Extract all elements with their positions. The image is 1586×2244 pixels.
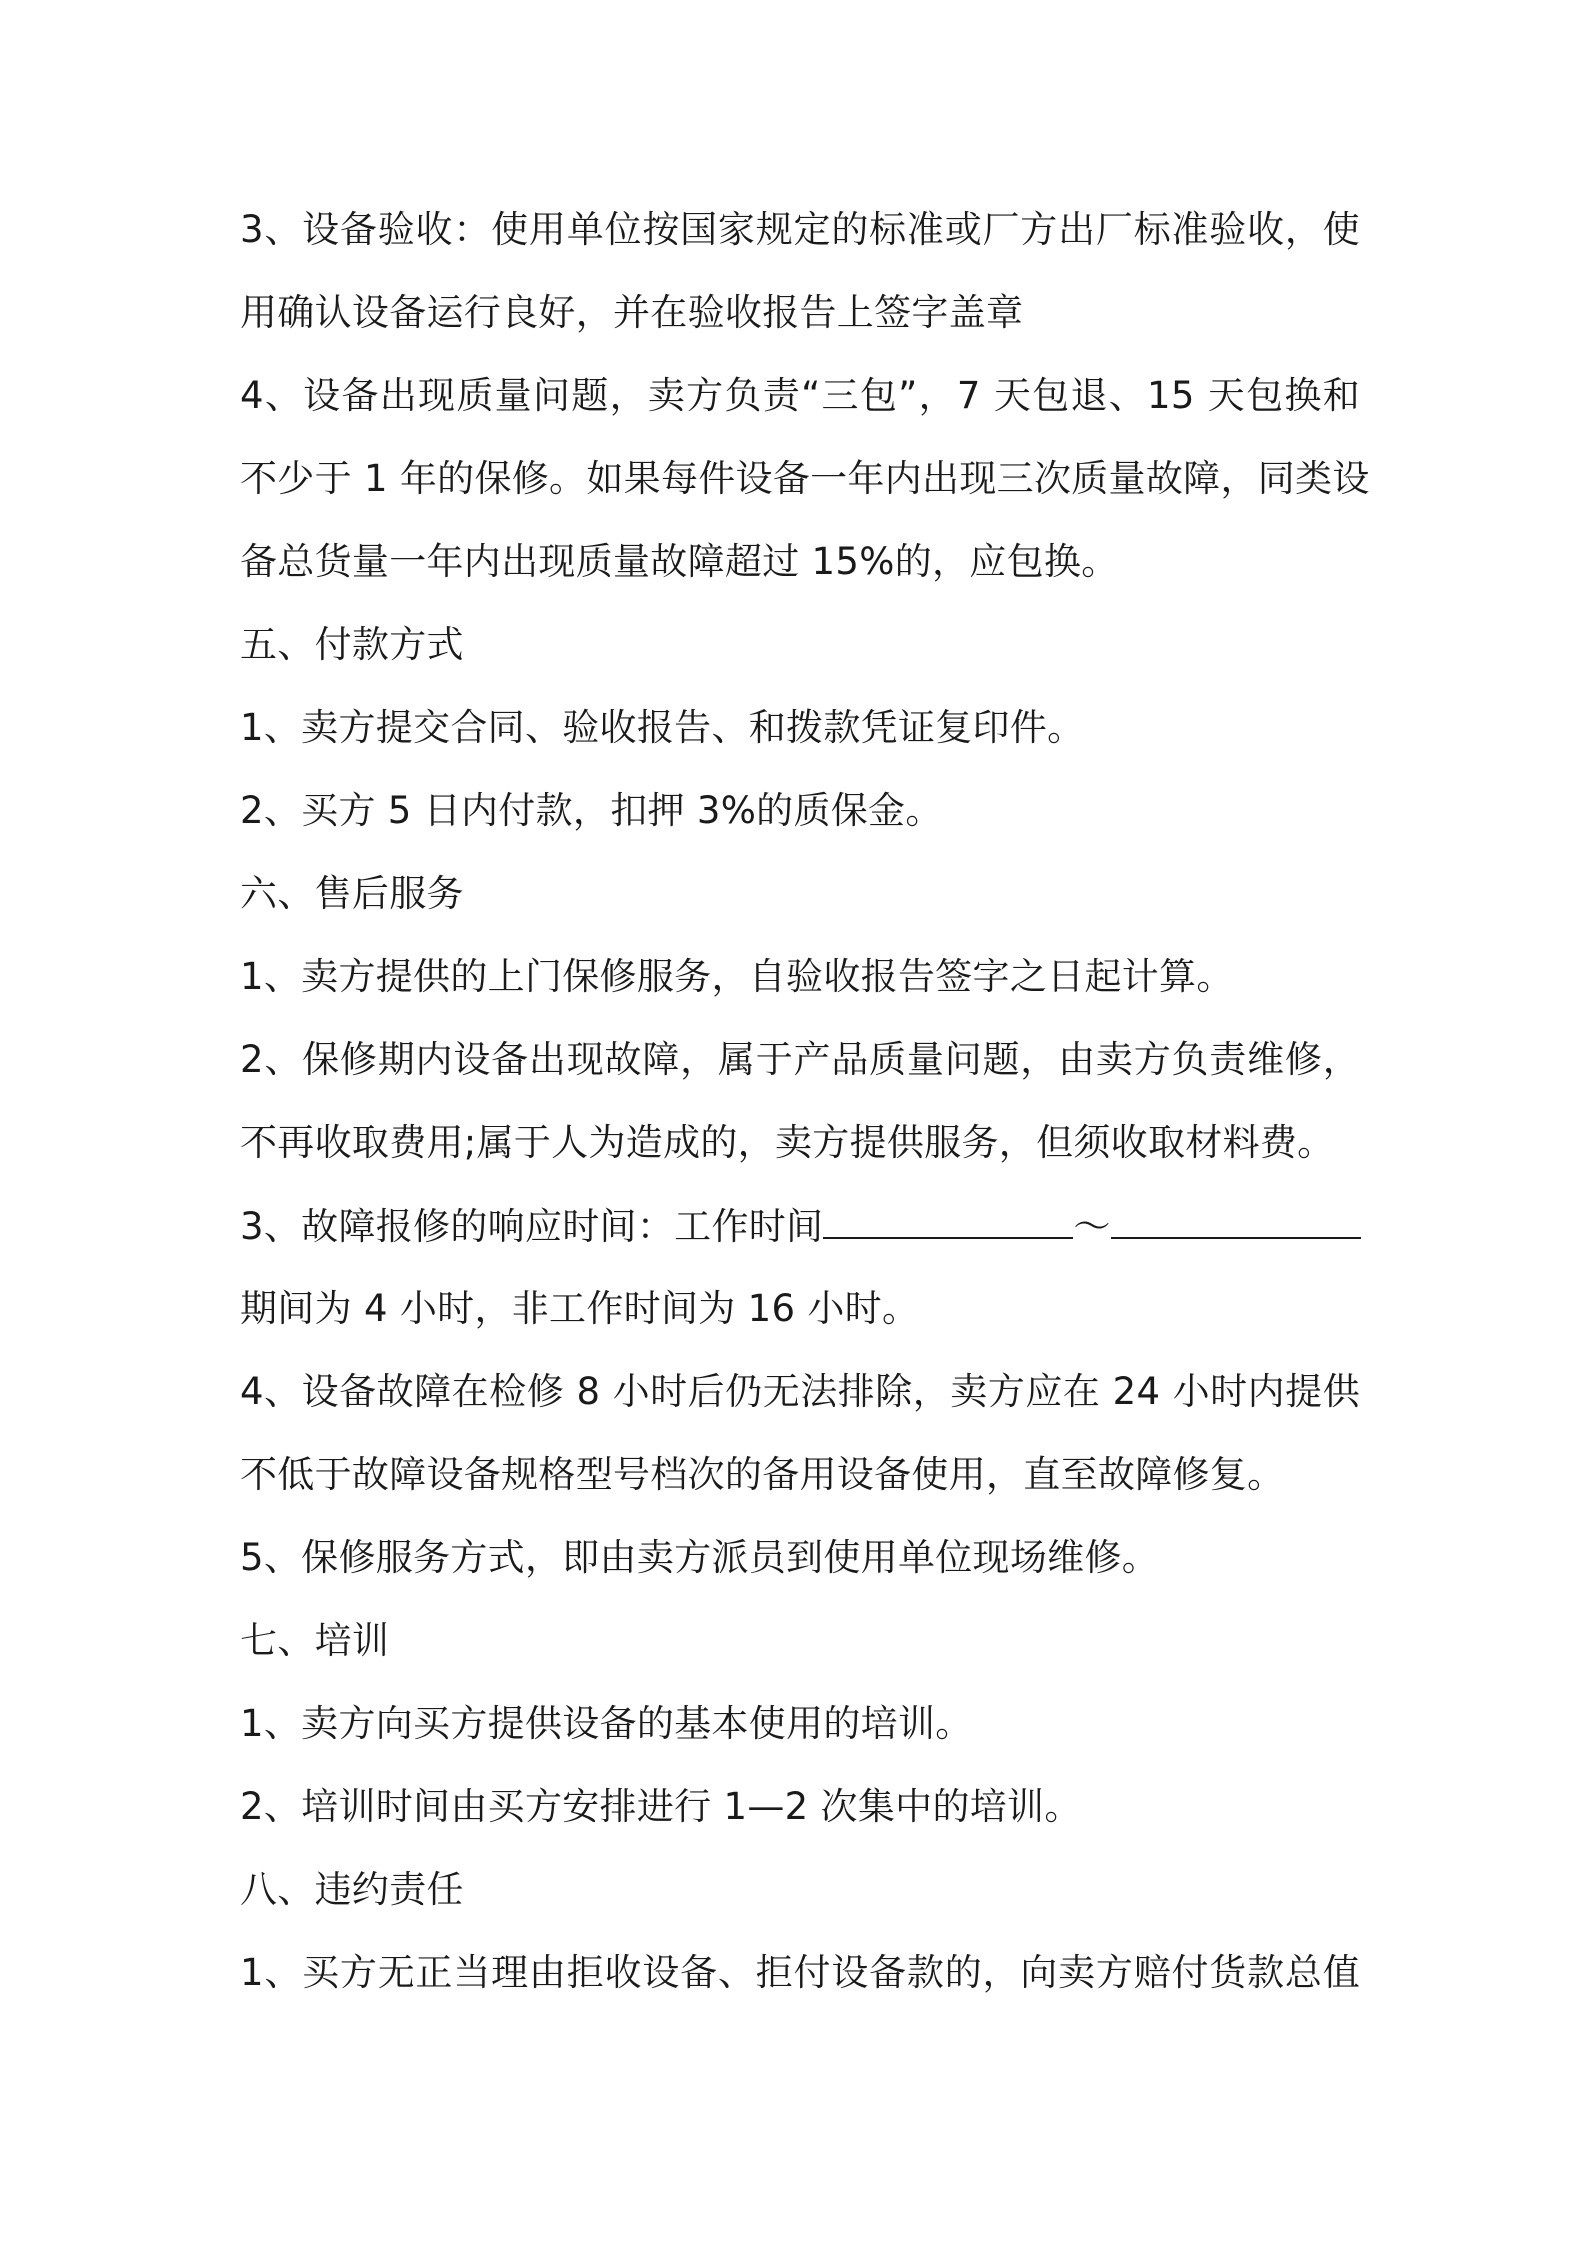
paragraph-line: 1、卖方提交合同、验收报告、和拨款凭证复印件。 [240, 706, 1085, 749]
paragraph-line: 2、买方 5 日内付款，扣押 3%的质保金。 [240, 789, 943, 832]
paragraph-line: 4、设备出现质量问题，卖方负责“三包”，7 天包退、15 天包换和 [240, 374, 1360, 417]
response-time-line [240, 1201, 1360, 1251]
paragraph-line: 不低于故障设备规格型号档次的备用设备使用，直至故障修复。 [240, 1453, 1285, 1496]
paragraph-line: 期间为 4 小时，非工作时间为 16 小时。 [240, 1287, 920, 1330]
paragraph-line: 备总货量一年内出现质量故障超过 15%的，应包换。 [240, 540, 1119, 583]
paragraph-line: 4、设备故障在检修 8 小时后仍无法排除，卖方应在 24 小时内提供 [240, 1370, 1360, 1413]
response-time-prefix: 3、故障报修的响应时间：工作时间 [240, 1205, 824, 1248]
paragraph-line: 1、卖方向买方提供设备的基本使用的培训。 [240, 1702, 973, 1745]
section-heading: 五、付款方式 [240, 623, 464, 666]
work-hours-start-blank [823, 1201, 1073, 1239]
paragraph-line: 不再收取费用;属于人为造成的，卖方提供服务，但须收取材料费。 [240, 1121, 1335, 1164]
paragraph-line: 3、设备验收：使用单位按国家规定的标准或厂方出厂标准验收，使 [240, 208, 1360, 251]
paragraph-line: 2、保修期内设备出现故障，属于产品质量问题，由卖方负责维修， [240, 1038, 1360, 1081]
section-heading: 七、培训 [240, 1619, 390, 1662]
paragraph-line: 2、培训时间由买方安排进行 1—2 次集中的培训。 [240, 1785, 1082, 1828]
section-heading: 八、违约责任 [240, 1868, 464, 1911]
paragraph-line: 用确认设备运行良好，并在验收报告上签字盖章 [240, 291, 1024, 334]
paragraph-line: 1、卖方提供的上门保修服务，自验收报告签字之日起计算。 [240, 955, 1234, 998]
work-hours-end-blank [1111, 1201, 1361, 1239]
range-separator: ～ [1073, 1205, 1111, 1248]
paragraph-line: 不少于 1 年的保修。如果每件设备一年内出现三次质量故障，同类设 [240, 457, 1370, 500]
section-heading: 六、售后服务 [240, 872, 464, 915]
paragraph-line: 1、买方无正当理由拒收设备、拒付设备款的，向卖方赔付货款总值 [240, 1951, 1360, 1994]
paragraph-line: 5、保修服务方式，即由卖方派员到使用单位现场维修。 [240, 1536, 1160, 1579]
